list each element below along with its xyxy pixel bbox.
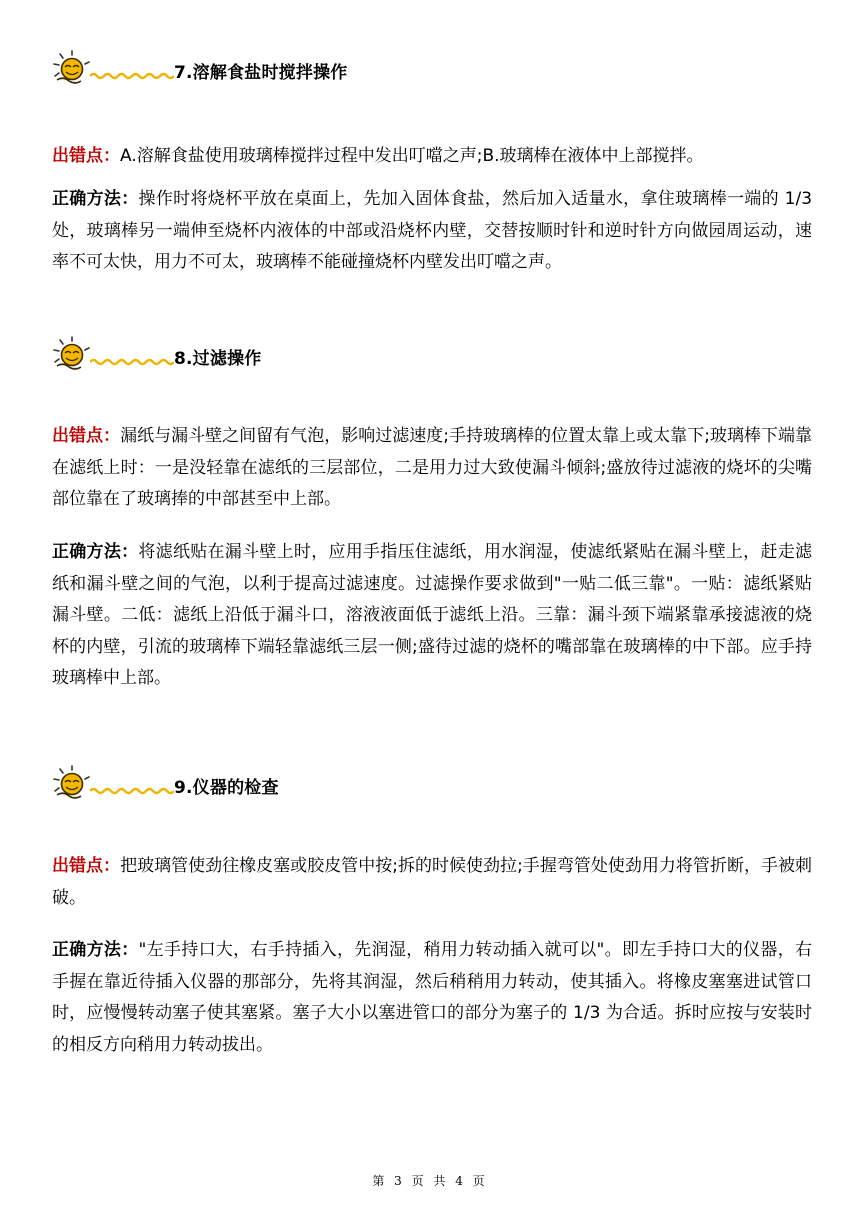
error-label: 出错点： [52,856,121,876]
method-text: 操作时将烧杯平放在桌面上，先加入固体食盐，然后加入适量水，拿住玻璃棒一端的 1/3 处，玻璃棒另一端伸至烧杯内液体的中部或沿烧杯内壁，交替按顺时针和逆时针方向做园周运动，速率不可太快，用力不可太，玻璃棒不能碰撞烧杯内壁发出叮噹之声。 [52,189,813,272]
sun-icon [52,336,92,374]
method-label: 正确方法： [52,189,139,209]
section-heading-9 [52,765,652,809]
sun-icon [52,765,92,803]
section-heading-7 [52,50,652,94]
error-paragraph-8 [52,421,812,516]
page-footer: 第 3 页 共 4 页 [372,1174,488,1188]
error-label: 出错点： [52,146,120,166]
error-text: 把玻璃管使劲往橡皮塞或胶皮管中按;拆的时候使劲拉;手握弯管处使劲用力将管折断，手被刺破。 [52,856,812,908]
error-text: A.溶解食盐使用玻璃棒搅拌过程中发出叮噹之声;B.玻璃棒在液体中上部搅拌。 [120,146,704,166]
wave-decoration-icon [90,72,174,80]
method-text: "左手持口大，右手持插入，先润湿，稍用力转动插入就可以"。即左手持口大的仪器，右手握在靠近待插入仪器的那部分，先将其润湿，然后稍稍用力转动，使其插入。将橡皮塞塞进试管口时，应慢慢转动塞子使其塞紧。塞子大小以塞进管口的部分为塞子的 1/3 为合适。拆时应按与安装时的相反方向稍用力转动拔出。 [52,940,813,1055]
section-title: 7.溶解食盐时搅拌操作 [174,63,348,83]
method-label: 正确方法： [52,940,139,960]
error-paragraph-9 [52,851,812,914]
wave-decoration-icon [90,358,174,366]
section-heading-8 [52,336,652,380]
method-paragraph-7 [52,184,812,279]
method-paragraph-8 [52,537,812,695]
section-title: 8.过滤操作 [174,349,262,369]
error-paragraph-7 [52,141,812,173]
method-label: 正确方法： [52,542,139,562]
error-text: 漏纸与漏斗壁之间留有气泡，影响过滤速度;手持玻璃棒的位置太靠上或太靠下;玻璃棒下端靠在滤纸上时：一是没轻靠在滤纸的三层部位，二是用力过大致使漏斗倾斜;盛放待过滤液的烧坏的尖嘴部位靠在了玻璃捧的中部甚至中上部。 [52,426,812,509]
sun-icon [52,50,92,88]
wave-decoration-icon [90,787,174,795]
method-text: 将滤纸贴在漏斗壁上时，应用手指压住滤纸，用水润湿，使滤纸紧贴在漏斗壁上，赶走滤纸和漏斗壁之间的气泡，以利于提高过滤速度。过滤操作要求做到"一贴二低三靠"。一贴：滤纸紧贴漏斗壁。二低：滤纸上沿低于漏斗口，溶液液面低于滤纸上沿。三靠：漏斗颈下端紧靠承接滤液的烧杯的内壁，引流的玻璃棒下端轻靠滤纸三层一侧;盛待过滤的烧杯的嘴部靠在玻璃棒的中下部。应手持玻璃棒中上部。 [52,542,813,688]
error-label: 出错点： [52,426,121,446]
method-paragraph-9 [52,935,812,1061]
section-title: 9.仪器的检查 [174,778,279,798]
